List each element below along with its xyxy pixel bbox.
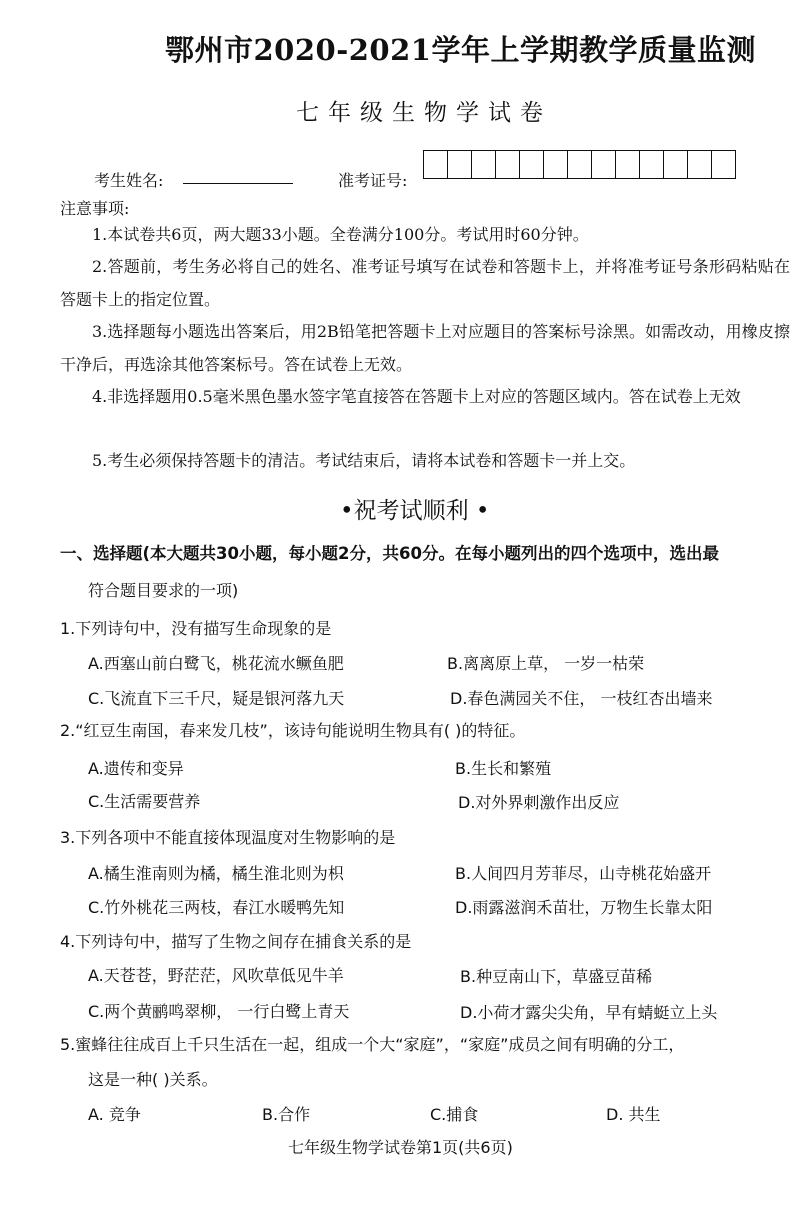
id-digit-box[interactable] (639, 150, 664, 179)
question-stem: 2.“红豆生南国，春来发几枝”，该诗句能说明生物具有( )的特征。 (60, 721, 526, 740)
id-digit-box[interactable] (543, 150, 568, 179)
question-stem: 3.下列各项中不能直接体现温度对生物影响的是 (60, 828, 396, 847)
question-option[interactable]: C.竹外桃花三两枝，春江水暖鸭先知 (88, 898, 345, 917)
notes-heading: 注意事项: (60, 199, 130, 218)
question-stem: 1.下列诗句中，没有描写生命现象的是 (60, 619, 332, 638)
question-option[interactable]: B.人间四月芳菲尽，山寺桃花始盛开 (455, 864, 712, 883)
id-digit-box[interactable] (495, 150, 520, 179)
note-item-4: 4.非选择题用0.5毫米黑色墨水签字笔直接答在答题卡上对应的答题区域内。答在试卷上无效 (92, 387, 741, 406)
id-digit-box[interactable] (471, 150, 496, 179)
question-option[interactable]: B.种豆南山下，草盛豆苗稀 (460, 967, 653, 986)
candidate-id-label: 准考证号: (338, 171, 408, 190)
question-option[interactable]: B.合作 (262, 1105, 311, 1124)
section-heading-cont: 符合题目要求的一项) (88, 581, 239, 600)
id-digit-box[interactable] (591, 150, 616, 179)
question-option[interactable]: A.橘生淮南则为橘，橘生淮北则为枳 (88, 864, 344, 883)
question-stem: 4.下列诗句中，描写了生物之间存在捕食关系的是 (60, 932, 412, 951)
exam-title: 鄂州市2020-2021学年上学期教学质量监测 (165, 33, 756, 67)
question-option[interactable]: A.西塞山前白鹭飞，桃花流水鳜鱼肥 (88, 654, 344, 673)
id-digit-box[interactable] (519, 150, 544, 179)
question-option[interactable]: C.生活需要营养 (88, 792, 201, 811)
note-item-3: 3.选择题每小题选出答案后，用2B铅笔把答题卡上对应题目的答案标号涂黑。如需改动，用橡皮擦干净后，再选涂其他答案标号。答在试卷上无效。 (60, 322, 790, 374)
id-digit-box[interactable] (567, 150, 592, 179)
question-option[interactable]: A.遗传和变异 (88, 759, 184, 778)
question-option[interactable]: D. 共生 (606, 1105, 661, 1124)
id-digit-box[interactable] (447, 150, 472, 179)
id-digit-box[interactable] (687, 150, 712, 179)
note-item-5: 5.考生必须保持答题卡的清洁。考试结束后，请将本试卷和答题卡一并上交。 (92, 451, 636, 470)
question-option[interactable]: D.雨露滋润禾苗壮，万物生长靠太阳 (455, 898, 713, 917)
question-option[interactable]: C.两个黄鹂鸣翠柳， 一行白鹭上青天 (88, 1002, 350, 1021)
section-heading: 一、选择题(本大题共30小题，每小题2分，共60分。在每小题列出的四个选项中，选出最 (60, 544, 719, 563)
question-option[interactable]: D.春色满园关不住， 一枝红杏出墙来 (450, 689, 713, 708)
candidate-id-boxes[interactable] (424, 150, 736, 179)
question-option[interactable]: B.生长和繁殖 (455, 759, 552, 778)
question-option[interactable]: C.捕食 (430, 1105, 479, 1124)
question-stem-cont: 这是一种( )关系。 (88, 1070, 218, 1089)
question-option[interactable]: D.小荷才露尖尖角，早有蜻蜓立上头 (460, 1003, 718, 1022)
question-option[interactable]: A.天苍苍，野茫茫，风吹草低见牛羊 (88, 966, 344, 985)
question-stem: 5.蜜蜂往往成百上千只生活在一起，组成一个大“家庭”，“家庭”成员之间有明确的分工， (60, 1035, 685, 1054)
question-option[interactable]: B.离离原上草， 一岁一枯荣 (447, 654, 645, 673)
blessing-line: •祝考试顺利 • (340, 498, 490, 524)
note-item-2: 2.答题前，考生务必将自己的姓名、准考证号填写在试卷和答题卡上，并将准考证号条形码粘贴在答题卡上的指定位置。 (60, 257, 790, 309)
id-digit-box[interactable] (663, 150, 688, 179)
candidate-name-field[interactable] (183, 183, 293, 184)
id-digit-box[interactable] (711, 150, 736, 179)
id-digit-box[interactable] (423, 150, 448, 179)
question-option[interactable]: D.对外界刺激作出反应 (458, 793, 620, 812)
id-digit-box[interactable] (615, 150, 640, 179)
page-footer: 七年级生物学试卷第1页(共6页) (288, 1138, 513, 1157)
exam-subtitle: 七年级生物学试卷 (296, 100, 552, 126)
note-item-1: 1.本试卷共6页，两大题33小题。全卷满分100分。考试用时60分钟。 (92, 225, 589, 244)
question-option[interactable]: C.飞流直下三千尺，疑是银河落九天 (88, 689, 345, 708)
question-option[interactable]: A. 竞争 (88, 1105, 141, 1124)
candidate-name-label: 考生姓名: (94, 171, 164, 190)
